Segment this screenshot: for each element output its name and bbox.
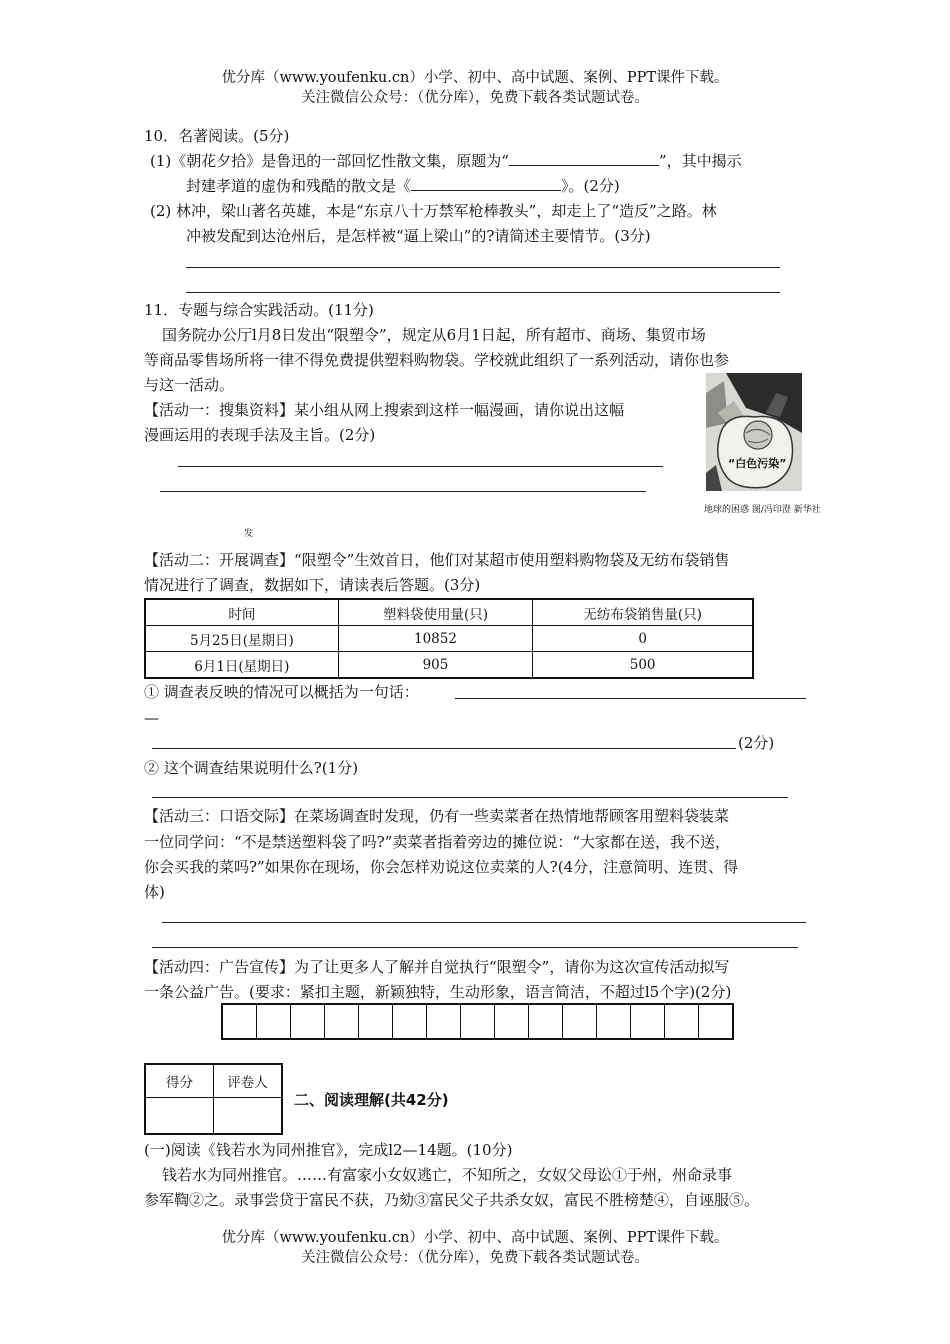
table-cell: 500 — [533, 652, 753, 679]
score-label: 得分 — [145, 1064, 214, 1098]
cartoon-caption: 地球的困惑 图/冯印澄 新华社 — [704, 505, 821, 515]
table-header-cell: 塑料袋使用量(只) — [338, 599, 533, 626]
grid-cell[interactable] — [393, 1005, 427, 1038]
grid-cell[interactable] — [529, 1005, 563, 1038]
header-line-2: 关注微信公众号：（优分库），免费下载各类试题试卷。 — [301, 90, 649, 106]
q11-title: 11．专题与综合实践活动。(11分) — [144, 301, 374, 319]
table-header-row — [145, 599, 753, 626]
classical-text-line1: 钱若水为同州推官。……有富家小女奴逃亡，不知所之，女奴父母讼①于州，州命录事 — [162, 1166, 733, 1184]
activity3-line4: 体) — [144, 883, 165, 901]
grid-cell[interactable] — [223, 1005, 257, 1038]
q10-p1a: (1)《朝花夕拾》是鲁迅的一部回忆性散文集，原题为“ — [150, 152, 509, 170]
answer-line[interactable] — [455, 698, 806, 699]
q10-part1-line2 — [186, 174, 620, 198]
grader-label: 评卷人 — [214, 1064, 283, 1098]
grid-cell[interactable] — [427, 1005, 461, 1038]
survey-question-1: ① 调查表反映的情况可以概括为一句话： — [144, 683, 419, 701]
activity3-line2: 一位同学问：“不是禁送塑料袋了吗?”卖菜者指着旁边的摊位说：“大家都在送，我不送， — [144, 833, 731, 851]
grid-cell[interactable] — [461, 1005, 495, 1038]
grid-cell[interactable] — [495, 1005, 529, 1038]
answer-line[interactable] — [178, 466, 663, 467]
score-box — [144, 1063, 283, 1135]
survey-table — [144, 598, 754, 679]
q10-p1d: 》。(2分) — [561, 177, 620, 195]
reading-instruction: (一)阅读《钱若水为同州推官》，完成l2—14题。(10分) — [144, 1141, 513, 1159]
survey-question-2: ② 这个调查结果说明什么?(1分) — [144, 759, 359, 777]
activity3-line1: 【活动三：口语交际】在菜场调查时发现，仍有一些卖菜者在热情地帮顾客用塑料袋装菜 — [144, 807, 730, 825]
answer-line[interactable] — [186, 267, 780, 268]
q11-intro-line2: 等商品零售场所将一律不得免费提供塑料购物袋。学校就此组织了一系列活动，请你也参 — [144, 351, 730, 369]
grid-cell[interactable] — [563, 1005, 597, 1038]
q10-part2-line1: (2) 林冲，梁山著名英雄，本是“东京八十万禁军枪棒教头”，却走上了“造反”之路。林 — [150, 202, 717, 220]
q10-title: 10．名著阅读。(5分) — [144, 127, 290, 145]
footer-line-1: 优分库（www.youfenku.cn）小学、初中、高中试题、案例、PPT课件下载。 — [221, 1230, 729, 1246]
activity1-line2: 漫画运用的表现手法及主旨。(2分) — [144, 426, 376, 444]
table-row — [145, 652, 753, 679]
grid-cell[interactable] — [291, 1005, 325, 1038]
table-cell: 0 — [533, 626, 753, 652]
cartoon-drawing — [706, 373, 802, 491]
table-row — [145, 626, 753, 652]
q10-p1b: ”，其中揭示 — [658, 152, 742, 170]
table-cell: 5月25日(星期日) — [145, 626, 338, 652]
answer-line[interactable] — [186, 292, 780, 293]
section2-title: 二、阅读理解(共42分) — [294, 1091, 449, 1109]
activity4-line2: 一条公益广告。(要求：紧扣主题，新颖独特，生动形象，语言简洁，不超过l5个字)(2分) — [144, 983, 732, 1001]
grid-cell[interactable] — [699, 1005, 732, 1038]
score-field[interactable] — [145, 1098, 214, 1135]
table-cell: 905 — [338, 652, 533, 679]
answer-line[interactable] — [160, 491, 646, 492]
grid-cell[interactable] — [325, 1005, 359, 1038]
grid-cell[interactable] — [597, 1005, 631, 1038]
cartoon-label: “白色污染” — [728, 457, 787, 470]
table-cell: 10852 — [338, 626, 533, 652]
grid-cell[interactable] — [665, 1005, 699, 1038]
white-pollution-cartoon — [706, 373, 802, 491]
table-header-cell: 时间 — [145, 599, 338, 626]
activity2-line1: 【活动二：开展调查】“限塑令”生效首日，他们对某超市使用塑料购物袋及无纺布袋销售 — [144, 551, 730, 569]
activity4-line1: 【活动四：广告宣传】为了让更多人了解并自觉执行“限塑令”，请你为这次宣传活动拟写 — [144, 958, 730, 976]
line-continuation-dash: — — [144, 709, 159, 727]
stray-character: 发 — [244, 529, 254, 539]
q10-part1-line1 — [150, 149, 742, 173]
essay-title-blank[interactable] — [411, 175, 561, 191]
classical-text-line2: 参军鞫②之。录事尝贷于富民不获，乃劾③富民父子共杀女奴，富民不胜榜楚④，自诬服⑤。 — [144, 1191, 760, 1209]
original-title-blank[interactable] — [509, 150, 659, 166]
grader-field[interactable] — [214, 1098, 283, 1135]
grid-cell[interactable] — [631, 1005, 665, 1038]
activity2-line2: 情况进行了调查，数据如下，请读表后答题。(3分) — [144, 576, 481, 594]
table-cell: 6月1日(星期日) — [145, 652, 338, 679]
table-header-cell: 无纺布袋销售量(只) — [533, 599, 753, 626]
grid-cell[interactable] — [257, 1005, 291, 1038]
answer-line[interactable] — [152, 748, 736, 749]
grid-cell[interactable] — [359, 1005, 393, 1038]
activity3-line3: 你会买我的菜吗?”如果你在现场，你会怎样劝说这位卖菜的人?(4分，注意简明、连贯、得 — [144, 858, 739, 876]
footer-line-2: 关注微信公众号：（优分库），免费下载各类试题试卷。 — [301, 1250, 649, 1266]
q11-intro-line3: 与这一活动。 — [144, 376, 235, 394]
q10-part2-line2: 冲被发配到达沧州后，是怎样被“逼上梁山”的?请简述主要情节。(3分) — [186, 227, 651, 245]
answer-line[interactable] — [152, 797, 788, 798]
activity1-line1: 【活动一：搜集资料】某小组从网上搜索到这样一幅漫画，请你说出这幅 — [144, 401, 625, 419]
answer-line[interactable] — [152, 947, 798, 948]
q10-p1c: 封建孝道的虚伪和残酷的散文是《 — [186, 177, 412, 195]
slogan-writing-grid[interactable] — [221, 1003, 734, 1040]
q11-intro-line1: 国务院办公厅l月8日发出“限塑令”，规定从6月1日起，所有超市、商场、集贸市场 — [162, 326, 706, 344]
survey-question-1-score: (2分) — [738, 734, 775, 752]
header-line-1: 优分库（www.youfenku.cn）小学、初中、高中试题、案例、PPT课件下载。 — [221, 70, 729, 86]
answer-line[interactable] — [162, 922, 806, 923]
